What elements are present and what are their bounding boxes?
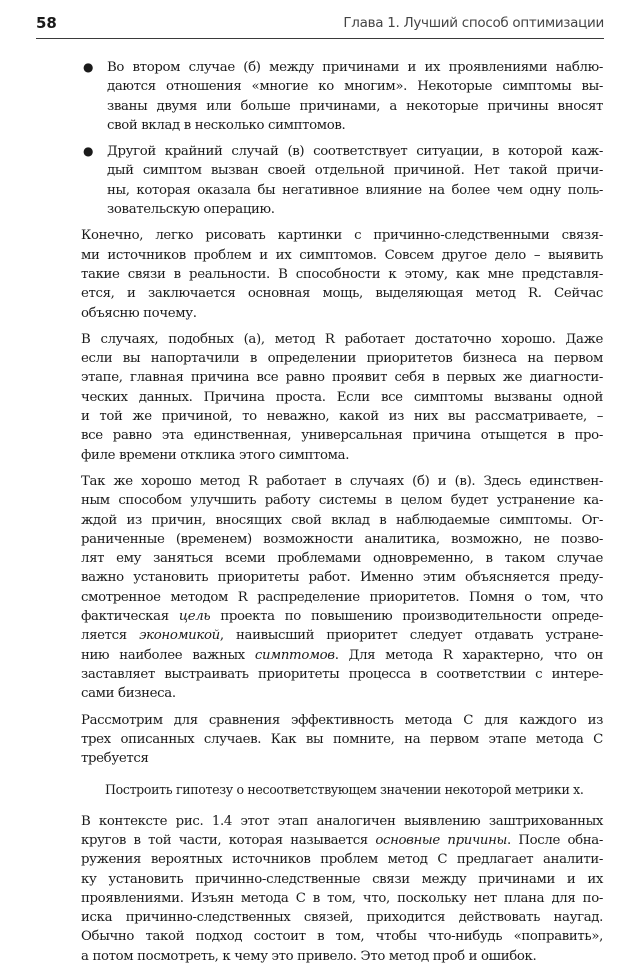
- text-line: ми источников проблем и их симптомов. Совсем другое дело – выявить: [81, 247, 603, 263]
- text-line: зовательскую операцию.: [107, 202, 275, 218]
- text-line: смотренное методом R распределение приоритетов. Помня о том, что: [81, 589, 603, 605]
- page-number: 58: [36, 14, 57, 32]
- text-line: а потом посмотреть, к чему это привело. Это метод проб и ошибок.: [81, 948, 537, 964]
- text-line: Другой крайний случай (в) соответствует ситуации, в которой каж-: [107, 144, 603, 160]
- text-line: все равно эта единственная, универсальная причина отыщется в про-: [81, 428, 603, 444]
- text-line: ждой из причин, вносящих свой вклад в наблюдаемые симптомы. Ог-: [81, 512, 603, 528]
- text-line: кругов в той части, которая называется основные причины. После обна-: [81, 832, 603, 848]
- text-line: ружения вероятных источников проблем метод C предлагает аналити-: [81, 852, 603, 868]
- text-line: этапе, главная причина все равно проявит себя в первых же диагности-: [81, 370, 603, 386]
- bullet-item: [81, 58, 603, 135]
- text-line: ны, которая оказала бы негативное влияние на более чем одну поль-: [107, 182, 603, 198]
- paragraph: [81, 711, 603, 769]
- text-line: объясню почему.: [81, 305, 197, 321]
- paragraph: [81, 226, 603, 322]
- text-line: даются отношения «многие ко многим». Некоторые симптомы вы-: [107, 79, 603, 95]
- page-header: [36, 12, 604, 39]
- text-line: ческих данных. Причина проста. Если все симптомы вызваны одной: [81, 389, 603, 405]
- text-line: В контексте рис. 1.4 этот этап аналогичен выявлению заштрихованных: [81, 813, 603, 829]
- text-line: сами бизнеса.: [81, 686, 176, 702]
- text-line: если вы напортачили в определении приоритетов бизнеса на первом: [81, 351, 603, 367]
- text-line: Рассмотрим для сравнения эффективность метода C для каждого из: [81, 712, 603, 728]
- text-line: проявлениями. Изъян метода C в том, что, поскольку нет плана для по-: [81, 890, 603, 906]
- bullet-item: [81, 142, 603, 219]
- text-line: филе времени отклика этого симптома.: [81, 447, 350, 463]
- bullet-text: [107, 142, 603, 219]
- text-line: ется, и заключается основная мощь, выделяющая метод R. Сейчас: [81, 286, 603, 302]
- running-title: Глава 1. Лучший способ оптимизации: [343, 15, 604, 31]
- text-line: такие связи в реальности. В способности к этому, как мне представля-: [81, 266, 603, 282]
- paragraph: [81, 812, 603, 966]
- block-quote: Построить гипотезу о несоответствующем значении некоторой метрики x.: [105, 782, 584, 798]
- paragraph: [81, 472, 603, 704]
- text-line: требуется: [81, 751, 149, 767]
- text-line: фактическая цель проекта по повышению производительности опреде-: [81, 609, 603, 625]
- text-line: лят ему заняться всеми проблемами одновременно, в таком случае: [81, 551, 603, 567]
- text-line: В случаях, подобных (а), метод R работает достаточно хорошо. Даже: [81, 331, 603, 347]
- text-line: званы двумя или больше причинами, а некоторые причины вносят: [107, 98, 603, 114]
- bullet-icon: ●: [83, 60, 94, 74]
- paragraph: [81, 330, 603, 465]
- text-line: важно установить приоритеты работ. Именно этим объясняется преду-: [81, 570, 603, 586]
- text-line: иска причинно-следственных связей, приходится действовать наугад.: [81, 910, 603, 926]
- text-line: дый симптом вызван своей отдельной причиной. Нет такой причи-: [107, 163, 603, 179]
- text-line: заставляет выстраивать приоритеты процесса в соответствии с интере-: [81, 666, 603, 682]
- text-line: и той же причиной, то неважно, какой из них вы рассматриваете, –: [81, 409, 603, 425]
- text-line: нию наиболее важных симптомов. Для метода R характерно, что он: [81, 647, 603, 663]
- text-line: ным способом улучшить работу системы в целом будет устранение ка-: [81, 493, 603, 509]
- text-line: Так же хорошо метод R работает в случаях (б) и (в). Здесь единствен-: [81, 473, 603, 489]
- bullet-text: [107, 58, 603, 135]
- text-line: свой вклад в несколько симптомов.: [107, 117, 346, 133]
- bullet-icon: ●: [83, 144, 94, 159]
- text-line: Конечно, легко рисовать картинки с причинно-следственными связя-: [81, 228, 603, 244]
- text-line: трех описанных случаев. Как вы помните, на первом этапе метода C: [81, 731, 603, 747]
- text-line: раниченные (временем) возможности аналитика, возможно, не позво-: [81, 531, 603, 547]
- page-body: [83, 58, 603, 966]
- text-line: ляется экономикой, наивысший приоритет следует отдавать устране-: [81, 628, 603, 644]
- text-line: Во втором случае (б) между причинами и их проявлениями наблю-: [107, 60, 603, 75]
- text-line: Обычно такой подход состоит в том, чтобы что-нибудь «поправить»,: [81, 929, 603, 945]
- text-line: ку установить причинно-следственные связи между причинами и их: [81, 871, 603, 887]
